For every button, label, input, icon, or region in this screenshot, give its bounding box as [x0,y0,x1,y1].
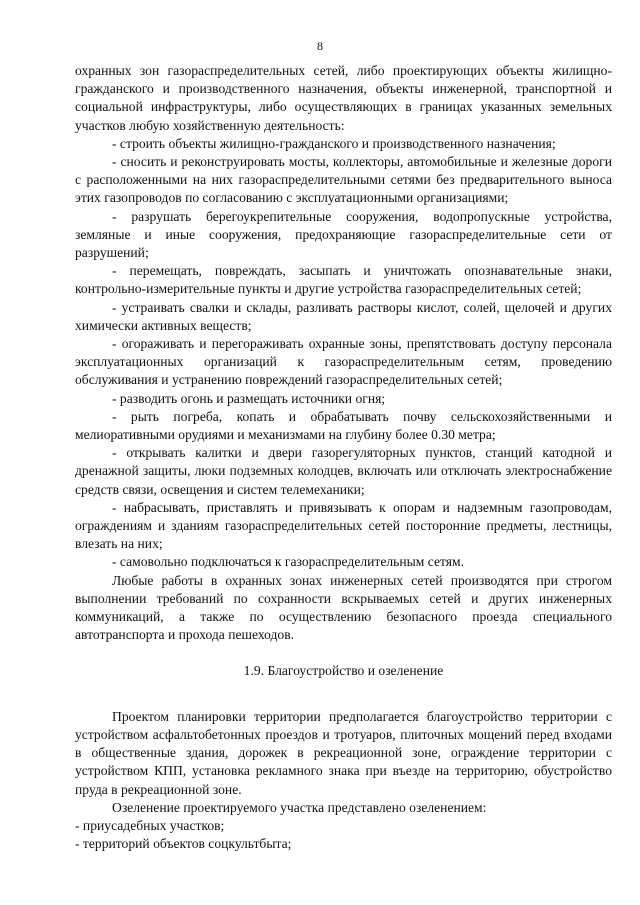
list-item: - огораживать и перегораживать охранные зоны, препятствовать доступу персонала эксплуатационных организаций к газораспределительным сетям, проведению обслуживания и устранению повреждений газораспределительных сетей; [75,336,612,388]
list-item: - набрасывать, приставлять и привязывать к опорам и надземным газопроводам, ограждениям и зданиям газораспределительных сетей посторонние предметы, лестницы, влезать на них; [75,499,612,552]
list-item: - разводить огонь и размещать источники огня; [112,390,386,406]
list-item: - разрушать берегоукрепительные сооружения, водопропускные устройства, земляные и иные сооружения, предохраняющие газораспределительные сети от разрушений; [75,208,612,261]
list-item: - перемещать, повреждать, засыпать и уничтожать опознавательные знаки, контрольно-измерительные пункты и другие устройства газораспределительных сетей; [75,263,612,297]
list-item: - строить объекты жилищно-гражданского и производственного назначения; [112,135,556,151]
list-item: - открывать калитки и двери газорегуляторных пунктов, станций катодной и дренажной защиты, люки подземных колодцев, включать или отключать электроснабжение средств связи, освещения и систем телемеханики; [75,445,612,497]
section-heading: 1.9. Благоустройство и озеленение [243,662,444,678]
paragraph: Озеленение проектируемого участка представлено озеленением: [112,799,487,815]
document-body [75,62,612,853]
list-item: - рыть погреба, копать и обрабатывать почву сельскохозяйственными и мелиоративными орудиями и механизмами на глубину более 0.30 метра; [75,408,612,443]
paragraph: охранных зон газораспределительных сетей, либо проектирующих объекты жилищно-гражданского и производственного назначения, объекты инженерной, транспортной и социальной инфраструктуры, либо осуществляющих в границах указанных земельных участков любую хозяйственную деятельность: [75,63,612,133]
list-item: - приусадебных участков; [75,817,225,833]
list-item: - устраивать свалки и склады, разливать растворы кислот, солей, щелочей и других химически активных веществ; [75,299,612,333]
list-item: - самовольно подключаться к газораспределительным сетям. [112,554,465,570]
list-item: - территорий объектов соцкультбыта; [75,836,292,852]
paragraph: Проектом планировки территории предполагается благоустройство территории с устройством асфальтобетонных проездов и тротуаров, плиточных мощений перед входами в общественные здания, дорожек в рекреационной зоне, ограждение территории с устройством КПП, установка рекламного знака при въезде на территорию, обустройство пруда в рекреационной зоне. [75,708,612,797]
list-item: - сносить и реконструировать мосты, коллекторы, автомобильные и железные дороги с расположенными на них газораспределительными сетями без предварительного выноса этих газопроводов по согласованию с эксплуатационными организациями; [75,154,612,206]
paragraph: Любые работы в охранных зонах инженерных сетей производятся при строгом выполнении требований по сохранности вскрываемых сетей и других инженерных коммуникаций, а также по осуществлению безопасного проезда специального автотранспорта и прохода пешеходов. [75,572,612,643]
page-number: 8 [317,39,323,53]
